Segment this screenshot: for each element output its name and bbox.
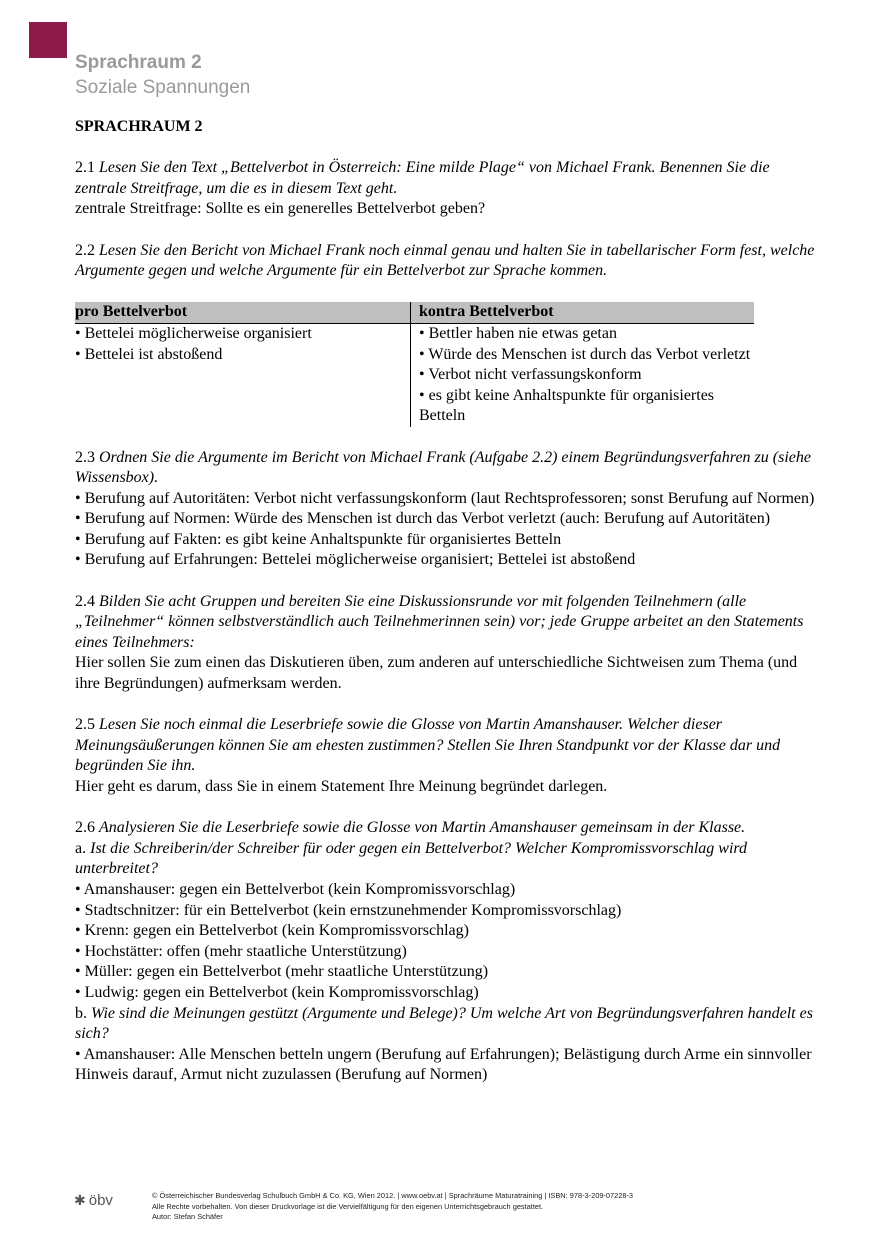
contra-arguments-cell bbox=[411, 323, 755, 426]
section-2-1 bbox=[75, 158, 820, 220]
subtask-a bbox=[75, 839, 820, 880]
publisher-logo-square bbox=[29, 22, 67, 58]
subtask-b bbox=[75, 1004, 820, 1045]
table-header-row bbox=[75, 302, 754, 323]
chapter-subtitle: Soziale Spannungen bbox=[75, 77, 251, 98]
task-2-2 bbox=[75, 241, 820, 282]
subtask-label: b. bbox=[75, 1004, 87, 1022]
page-heading: SPRACHRAUM 2 bbox=[75, 118, 203, 135]
list-item: • Bettelei möglicherweise organisiert bbox=[75, 324, 312, 342]
section-2-3 bbox=[75, 448, 820, 572]
column-header-pro: pro Bettelverbot bbox=[75, 302, 411, 323]
subtask-instruction: Wie sind die Meinungen gestützt (Argumente und Belege)? Um welche Art von Begründungsverfahren handelt es sich? bbox=[75, 1004, 813, 1043]
list-item: • Berufung auf Fakten: es gibt keine Anhaltspunkte für organisiertes Betteln bbox=[75, 530, 562, 548]
list-item: • Bettler haben nie etwas getan bbox=[419, 324, 617, 342]
list-item: • Berufung auf Normen: Würde des Menschen ist durch das Verbot verletzt (auch: Berufung auf Autoritäten) bbox=[75, 510, 771, 528]
answer-2-5: Hier geht es darum, dass Sie in einem Statement Ihre Meinung begründet darlegen. bbox=[75, 778, 608, 795]
list-item: • Stadtschnitzer: für ein Bettelverbot (kein ernstzunehmender Kompromissvorschlag) bbox=[75, 901, 622, 919]
table-row bbox=[75, 323, 754, 426]
task-instruction: Lesen Sie den Text „Bettelverbot in Österreich: Eine milde Plage“ von Michael Frank. Benennen Sie die zentrale Streitfrage, um die es in diesem Text geht. bbox=[75, 159, 770, 197]
publisher-logo-text: öbv bbox=[88, 1192, 113, 1209]
task-instruction: Bilden Sie acht Gruppen und bereiten Sie eine Diskussionsrunde vor mit folgenden Teilnehmern (alle „Teilnehmer“ können selbstverständlich auch Teilnehmerinnen sein) vor; jede Gruppe arbeitet an den Statements eines Teilnehmers: bbox=[75, 592, 804, 651]
task-number: 2.5 bbox=[75, 716, 95, 734]
column-header-contra: kontra Bettelverbot bbox=[411, 302, 755, 323]
task-number: 2.3 bbox=[75, 448, 95, 466]
list-item: • Amanshauser: Alle Menschen betteln ungern (Berufung auf Erfahrungen); Belästigung durch Arme ein sinnvoller Hinweis darauf, Armut nicht zuzulassen (Berufung auf Normen) bbox=[75, 1045, 812, 1084]
task-2-5 bbox=[75, 715, 820, 777]
task-2-6 bbox=[75, 818, 820, 839]
task-instruction: Analysieren Sie die Leserbriefe sowie die Glosse von Martin Amanshauser gemeinsam in der Klasse. bbox=[99, 819, 746, 837]
oebv-star-icon: ✱ bbox=[74, 1192, 86, 1208]
task-2-4 bbox=[75, 592, 820, 654]
pro-arguments-cell bbox=[75, 323, 411, 426]
section-2-2 bbox=[75, 241, 820, 282]
list-item: • Krenn: gegen ein Bettelverbot (kein Kompromissvorschlag) bbox=[75, 922, 469, 940]
section-2-4 bbox=[75, 592, 820, 695]
answer-2-1: zentrale Streitfrage: Sollte es ein generelles Bettelverbot geben? bbox=[75, 200, 486, 218]
answer-2-4: Hier sollen Sie zum einen das Diskutieren üben, zum anderen auf unterschiedliche Sichtweisen zum Thema (und ihre Begründungen) aufmerksam werden. bbox=[75, 654, 798, 693]
section-2-6 bbox=[75, 818, 820, 1086]
task-number: 2.2 bbox=[75, 241, 95, 259]
list-item: • Berufung auf Autoritäten: Verbot nicht verfassungskonform (laut Rechtsprofessoren; sonst Berufung auf Normen) bbox=[75, 489, 815, 507]
publisher-logo bbox=[74, 1192, 113, 1209]
footer-line: © Österreichischer Bundesverlag Schulbuch GmbH & Co. KG, Wien 2012. | www.oebv.at | Sprachräume Maturatraining | ISBN: 978-3-209-07228-3 bbox=[152, 1191, 634, 1200]
list-item: • Ludwig: gegen ein Bettelverbot (kein Kompromissvorschlag) bbox=[75, 983, 479, 1001]
list-item: • Bettelei ist abstoßend bbox=[75, 345, 223, 363]
footer-line: Autor: Stefan Schäfer bbox=[152, 1212, 223, 1222]
list-item: • es gibt keine Anhaltspunkte für organisiertes Betteln bbox=[419, 386, 715, 425]
list-item: • Verbot nicht verfassungskonform bbox=[419, 366, 642, 384]
list-item: • Müller: gegen ein Bettelverbot (mehr staatliche Unterstützung) bbox=[75, 963, 489, 981]
document-body bbox=[75, 117, 820, 1086]
list-item: • Hochstätter: offen (mehr staatliche Unterstützung) bbox=[75, 942, 407, 960]
task-2-3 bbox=[75, 448, 820, 489]
task-2-1 bbox=[75, 158, 820, 199]
task-number: 2.1 bbox=[75, 159, 95, 177]
footer-copyright bbox=[152, 1191, 633, 1223]
section-2-5 bbox=[75, 715, 820, 797]
list-item: • Berufung auf Erfahrungen: Bettelei möglicherweise organisiert; Bettelei ist abstoßend bbox=[75, 551, 636, 569]
task-instruction: Lesen Sie den Bericht von Michael Frank noch einmal genau und halten Sie in tabellarischer Form fest, welche Argumente gegen und welche Argumente für ein Bettelverbot zur Sprache kommen. bbox=[75, 241, 815, 280]
task-number: 2.6 bbox=[75, 819, 95, 837]
chapter-title: Sprachraum 2 bbox=[75, 52, 202, 73]
footer-line: Alle Rechte vorbehalten. Von dieser Druckvorlage ist die Vervielfältigung für den eigenen Unterrichtsgebrauch gestattet. bbox=[152, 1201, 544, 1211]
subtask-label: a. bbox=[75, 839, 87, 857]
task-instruction: Lesen Sie noch einmal die Leserbriefe sowie die Glosse von Martin Amanshauser. Welcher dieser Meinungsäußerungen können Sie am ehesten zustimmen? Stellen Sie Ihren Standpunkt vor der Klasse dar und begründen Sie ihn. bbox=[75, 716, 781, 775]
list-item: • Würde des Menschen ist durch das Verbot verletzt bbox=[419, 345, 751, 363]
arguments-table bbox=[75, 302, 754, 427]
task-number: 2.4 bbox=[75, 592, 95, 610]
list-item: • Amanshauser: gegen ein Bettelverbot (kein Kompromissvorschlag) bbox=[75, 880, 516, 898]
task-instruction: Ordnen Sie die Argumente im Bericht von Michael Frank (Aufgabe 2.2) einem Begründungsverfahren zu (siehe Wissensbox). bbox=[75, 448, 811, 487]
subtask-instruction: Ist die Schreiberin/der Schreiber für oder gegen ein Bettelverbot? Welcher Kompromissvorschlag wird unterbreitet? bbox=[75, 839, 748, 878]
